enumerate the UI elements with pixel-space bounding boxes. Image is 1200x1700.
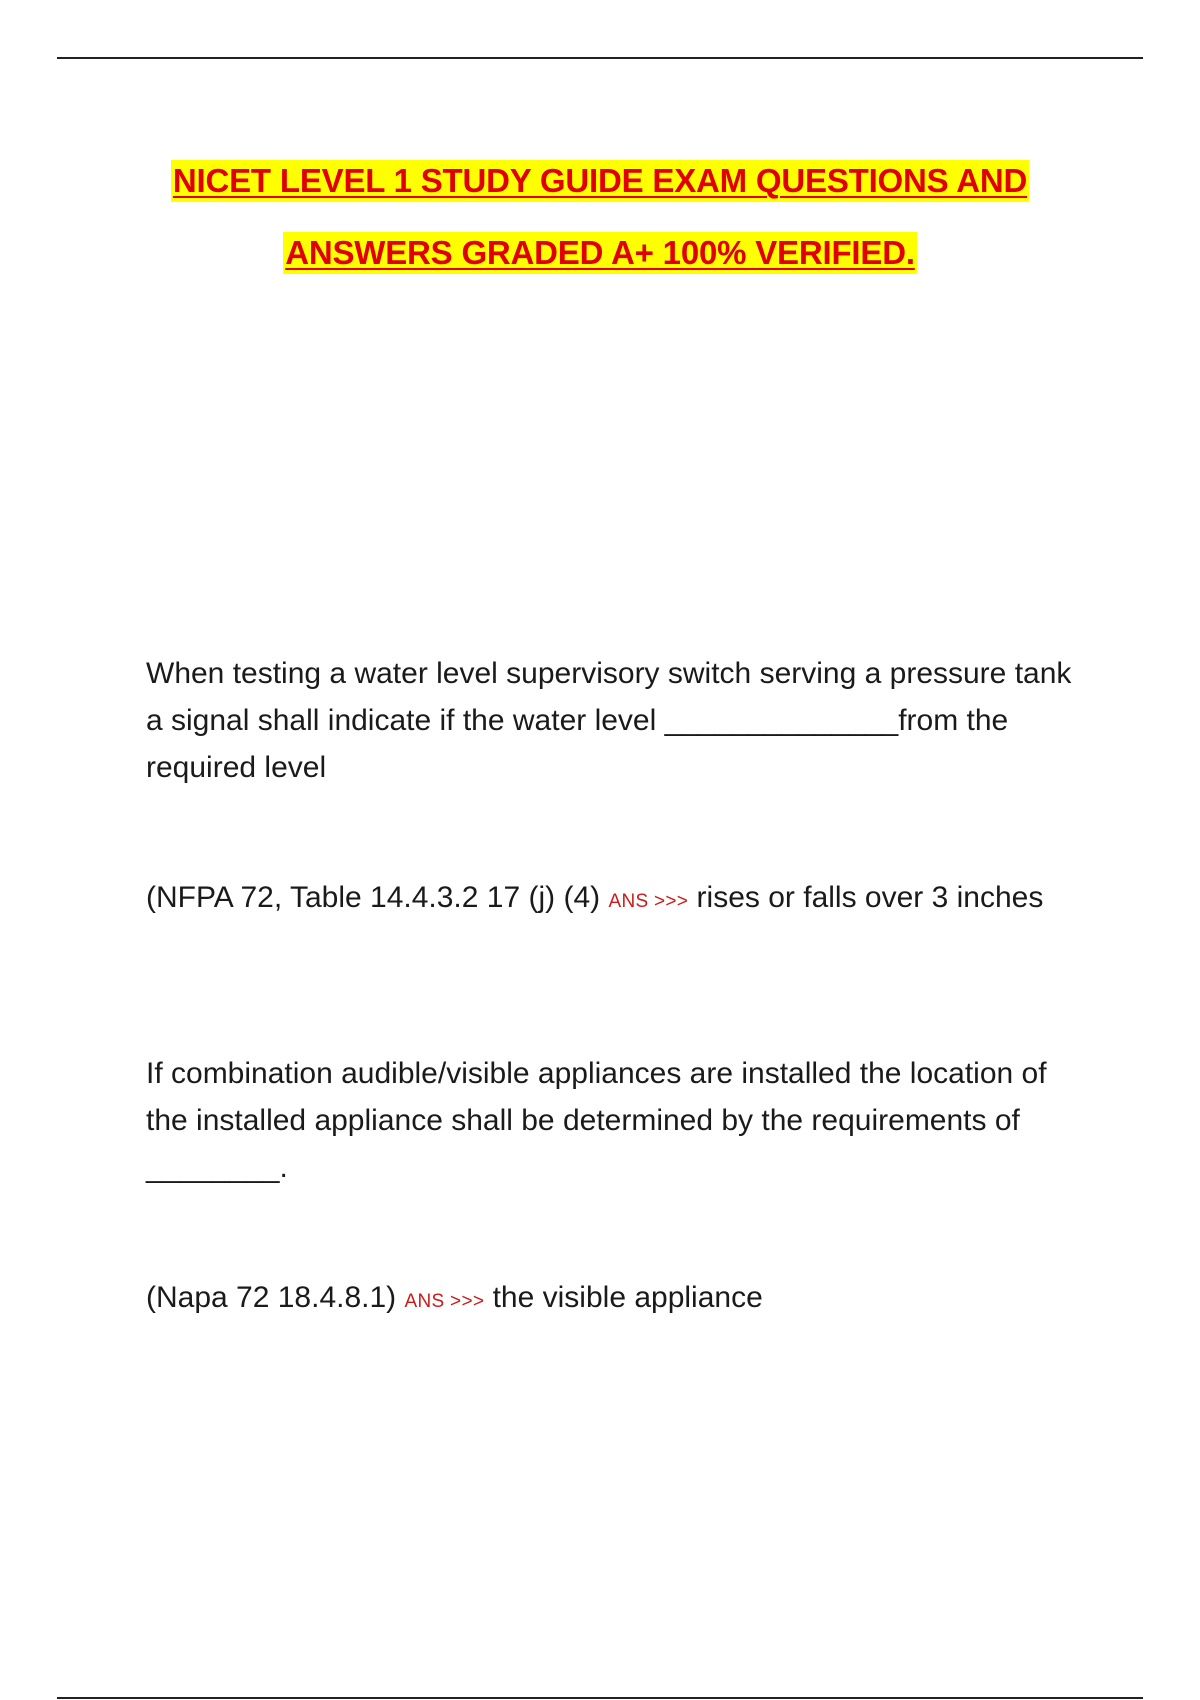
question-1: When testing a water level supervisory switch serving a pressure tank a signal shall indicate if the water level ______________from the required level bbox=[146, 657, 1072, 784]
answer-1-text: rises or falls over 3 inches bbox=[696, 881, 1044, 914]
title-line-1: NICET LEVEL 1 STUDY GUIDE EXAM QUESTIONS AND bbox=[171, 160, 1029, 202]
title-line-2: ANSWERS GRADED A+ 100% VERIFIED. bbox=[283, 232, 917, 274]
document-title bbox=[0, 145, 1200, 289]
answer-1-ans-label: ANS >>> bbox=[608, 891, 689, 912]
answer-2-reference: (Napa 72 18.4.8.1) bbox=[146, 1281, 397, 1314]
answer-2-ans-label: ANS >>> bbox=[404, 1291, 485, 1312]
bottom-rule bbox=[57, 1697, 1143, 1699]
answer-2-text: the visible appliance bbox=[492, 1281, 763, 1314]
top-rule bbox=[57, 57, 1143, 59]
answer-1-reference: (NFPA 72, Table 14.4.3.2 17 (j) (4) bbox=[146, 881, 601, 914]
question-2: If combination audible/visible appliances are installed the location of the installed appliance shall be determined by the requirements of ________. bbox=[146, 1057, 1047, 1184]
answer-1 bbox=[146, 874, 1076, 925]
answer-2 bbox=[146, 1274, 1076, 1325]
